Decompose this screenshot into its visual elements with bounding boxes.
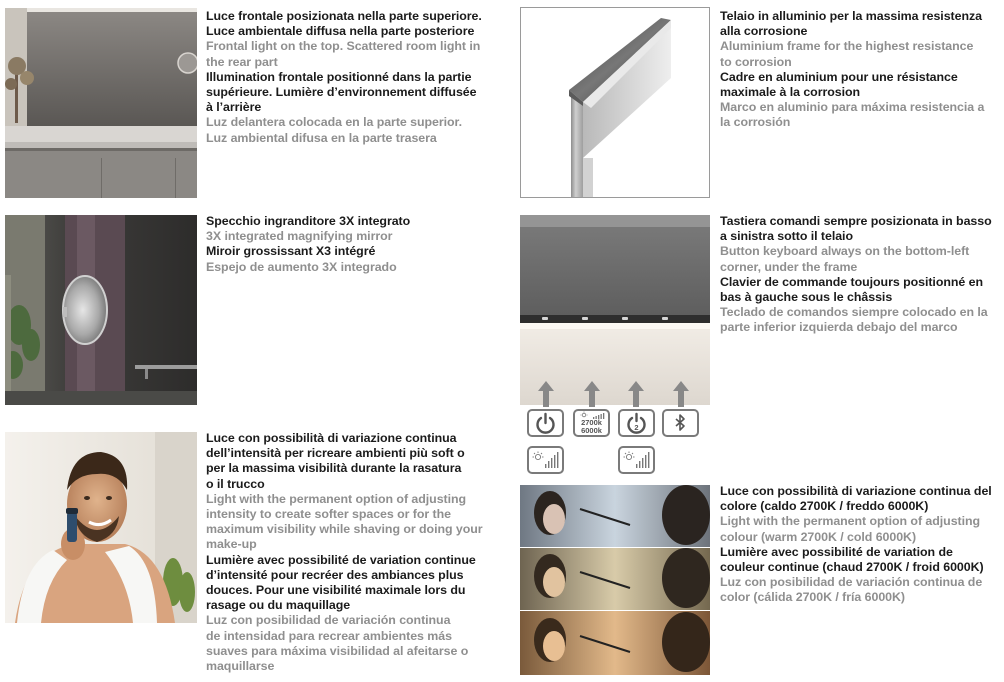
feature-intensity-text	[206, 431, 506, 674]
spanish-line: Luz delantera colocada en la parte superior.	[206, 115, 463, 130]
english-line: Light with the permanent option of adjusting	[206, 491, 467, 506]
french-line: couleur continue (chaud 2700K / froid 6000K)	[720, 560, 984, 575]
arrow-up-icon	[538, 381, 554, 407]
italian-line: o il trucco	[206, 476, 265, 491]
french-line: Lumière avec possibilité de variation continue	[206, 552, 476, 567]
feature-aluminium-frame-text	[720, 9, 1002, 131]
keyboard-location-photo	[520, 215, 710, 405]
italian-line: Luce ambientale diffusa nella parte posteriore	[206, 24, 475, 39]
arrow-up-icon	[584, 381, 600, 407]
spanish-line: parte inferior izquierda debajo del marco	[720, 320, 958, 335]
man-shaving-photo	[5, 432, 197, 623]
aluminium-frame-photo	[520, 7, 710, 198]
spanish-line: Luz con posibilidad de variación continua de	[720, 575, 983, 590]
french-line: bas à gauche sous le châssis	[720, 290, 893, 305]
spanish-line: la corrosión	[720, 115, 791, 130]
italian-line: a sinistra sotto il telaio	[720, 229, 853, 244]
french-line: Cadre en aluminium pour une résistance	[720, 69, 958, 84]
spanish-line: suaves para máxima visibilidad al afeitarse o	[206, 643, 469, 658]
french-line: maximale à la corrosion	[720, 85, 861, 100]
power-2-label: 2	[634, 423, 639, 432]
french-line: Lumière avec possibilité de variation de	[720, 544, 953, 559]
dimmer-button[interactable]	[618, 446, 655, 474]
italian-line: Specchio ingranditore 3X integrato	[206, 214, 411, 228]
english-line: make-up	[206, 537, 257, 552]
dimmer-icon	[529, 448, 562, 472]
spanish-line: Luz con posibilidad de variación continua	[206, 613, 451, 628]
french-line: Clavier de commande toujours positionné en	[720, 274, 983, 289]
english-line: maximum visibility while shaving or doing your	[206, 522, 483, 537]
power-button[interactable]	[527, 409, 564, 437]
magnifying-mirror-photo	[5, 215, 197, 405]
italian-line: Telaio in alluminio per la massima resistenza	[720, 9, 982, 23]
italian-line: dell’intensità per ricreare ambienti più soft o	[206, 446, 465, 461]
spanish-line: Teclado de comandos siempre colocado en la	[720, 305, 988, 320]
english-line: 3X integrated magnifying mirror	[206, 229, 393, 244]
english-line: colour (warm 2700K / cold 6000K)	[720, 529, 917, 544]
dimmer-icon	[620, 448, 653, 472]
feature-keyboard-text	[720, 214, 1004, 336]
power-2-icon	[620, 411, 653, 435]
italian-line: per la massima visibilità durante la rasatura	[206, 461, 462, 476]
feature-front-light-text	[206, 9, 506, 146]
spanish-line: Luz ambiental difusa en la parte trasera	[206, 130, 437, 145]
arrow-up-icon	[628, 381, 644, 407]
spanish-line: maquillarse	[206, 659, 275, 674]
feature-color-text	[720, 484, 1004, 606]
english-line: intensity to create softer spaces or for the	[206, 507, 451, 522]
english-line: to corrosion	[720, 54, 792, 69]
kelvin-top-label: 2700k	[581, 418, 602, 427]
spanish-line: Marco en aluminio para máxima resistencia a	[720, 100, 985, 115]
french-line: d’intensité pour recréer des ambiances plus	[206, 567, 464, 582]
color-temperature-button[interactable]	[573, 409, 610, 437]
english-line: Light with the permanent option of adjusting	[720, 514, 981, 529]
bluetooth-icon	[664, 411, 697, 435]
french-line: rasage ou du maquillage	[206, 598, 351, 613]
english-line: Frontal light on the top. Scattered room light in	[206, 39, 481, 54]
spanish-line: Espejo de aumento 3X integrado	[206, 259, 397, 274]
english-line: corner, under the frame	[720, 259, 858, 274]
italian-line: alla corrosione	[720, 24, 808, 39]
bathroom-light-photo	[5, 8, 197, 198]
italian-line: Tastiera comandi sempre posizionata in basso	[720, 214, 992, 228]
italian-line: Luce con possibilità di variazione continua	[206, 431, 457, 445]
spanish-line: de intensidad para recrear ambientes más	[206, 628, 452, 643]
bluetooth-button[interactable]	[662, 409, 699, 437]
english-line: Button keyboard always on the bottom-left	[720, 244, 970, 259]
french-line: supérieure. Lumière d’environnement diffusée	[206, 85, 477, 100]
italian-line: Luce con possibilità di variazione continua del	[720, 484, 992, 498]
french-line: Illumination frontale positionné dans la partie	[206, 69, 472, 84]
english-line: Aluminium frame for the highest resistance	[720, 39, 974, 54]
power-2-button[interactable]	[618, 409, 655, 437]
french-line: Miroir grossissant X3 intégré	[206, 244, 376, 259]
italian-line: colore (caldo 2700K / freddo 6000K)	[720, 499, 929, 514]
feature-magnifying-mirror-text	[206, 214, 506, 275]
dimmer-button[interactable]	[527, 446, 564, 474]
spanish-line: color (cálida 2700K / fría 6000K)	[720, 590, 905, 605]
color-temperature-photo	[520, 485, 710, 675]
english-line: the rear part	[206, 54, 278, 69]
kelvin-bottom-label: 6000k	[581, 426, 602, 435]
arrow-up-icon	[673, 381, 689, 407]
power-icon	[529, 411, 562, 435]
french-line: à l’arrière	[206, 100, 262, 115]
french-line: douces. Pour une visibilité maximale lors du	[206, 583, 466, 598]
italian-line: Luce frontale posizionata nella parte superiore.	[206, 9, 482, 23]
